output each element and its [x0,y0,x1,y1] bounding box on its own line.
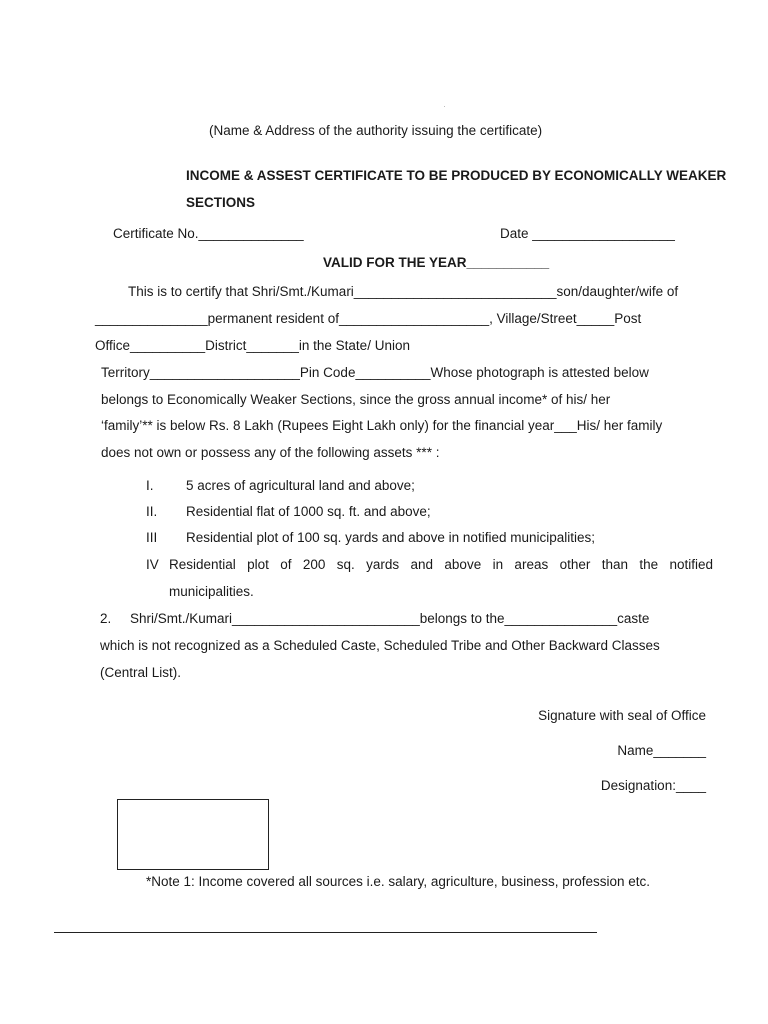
asset-num-4: IV [146,557,159,572]
body-line-1: This is to certify that Shri/Smt./Kumari___________________________son/daughter/wife of [128,284,679,299]
asset-text-4: Residential plot of 200 sq. yards and above in areas other than the notified [169,557,713,572]
footnote-rule [54,932,597,933]
asset-num-1: I. [146,478,154,493]
asset-text-3: Residential plot of 100 sq. yards and above in notified municipalities; [186,530,595,545]
body-line-7: does not own or possess any of the following assets *** : [101,445,440,460]
body-line-5: belongs to Economically Weaker Sections, since the gross annual income* of his/ her [101,392,611,407]
certificate-date: Date ___________________ [500,226,675,241]
signature-designation: Designation:____ [600,778,706,793]
body-line-6: ‘family’** is below Rs. 8 Lakh (Rupees Eight Lakh only) for the financial year___His/ her family [101,418,663,433]
asset-text-4-continued: municipalities. [169,584,254,599]
body-line-4: Territory____________________Pin Code__________Whose photograph is attested below [101,365,649,380]
section2-line-1: 2. Shri/Smt./Kumari_________________________belongs to the_______________caste [100,611,650,626]
signature-name: Name_______ [617,743,706,758]
scan-speck [444,106,445,107]
body-line-2: _______________permanent resident of____________________, Village/Street_____Post [95,311,642,326]
income-note: *Note 1: Income covered all sources i.e. salary, agriculture, business, profession etc. [146,874,650,889]
asset-text-1: 5 acres of agricultural land and above; [186,478,415,493]
asset-text-2: Residential flat of 1000 sq. ft. and above; [186,504,431,519]
signature-seal-label: Signature with seal of Office [538,708,706,723]
body-line-3: Office__________District_______in the State/ Union [95,338,410,353]
asset-num-2: II. [146,504,158,519]
title-line-2: SECTIONS [186,195,256,210]
section2-line-2: which is not recognized as a Scheduled Caste, Scheduled Tribe and Other Backward Classes [100,638,660,653]
valid-for-year: VALID FOR THE YEAR___________ [323,255,550,270]
title-line-1: INCOME & ASSEST CERTIFICATE TO BE PRODUCED BY ECONOMICALLY WEAKER [186,168,727,183]
photograph-box [117,799,269,870]
certificate-number: Certificate No.______________ [113,226,304,241]
authority-placeholder: (Name & Address of the authority issuing the certificate) [209,123,543,138]
asset-num-3: III [146,530,158,545]
section2-line-3: (Central List). [100,665,182,680]
